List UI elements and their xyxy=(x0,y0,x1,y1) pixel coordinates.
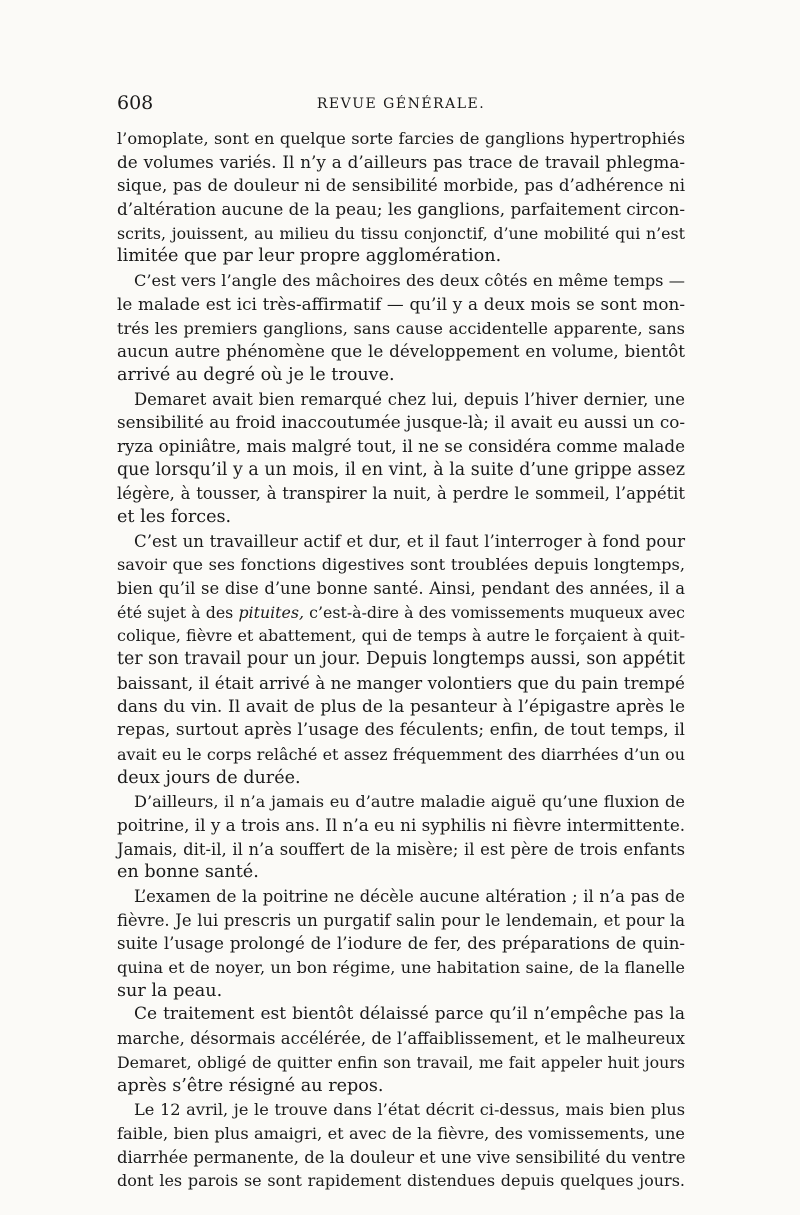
text-line: été sujet à des pituites, c’est-à-dire à des vomissements muqueux avec xyxy=(117,602,685,622)
text-line: savoir que ses fonctions digestives sont troublées depuis longtemps, xyxy=(117,555,685,575)
text-line: marche, désormais accélérée, de l’affaiblissement, et le malheureux xyxy=(117,1029,685,1049)
text-line: limitée que par leur propre agglomération. xyxy=(117,246,502,267)
text-line: sique, pas de douleur ni de sensibilité morbide, pas d’adhérence ni xyxy=(117,176,685,196)
text-line: quina et de noyer, un bon régime, une habitation saine, de la flanelle xyxy=(117,958,685,978)
text-line: Demaret avait bien remarqué chez lui, depuis l’hiver dernier, une xyxy=(134,389,685,409)
text-line: ryza opiniâtre, mais malgré tout, il ne se considéra comme malade xyxy=(117,435,685,456)
text-line: fièvre. Je lui prescris un purgatif salin pour le lendemain, et pour la xyxy=(117,910,685,930)
page-number: 608 xyxy=(117,92,154,114)
text-line: après s’être résigné au repos. xyxy=(117,1075,384,1096)
text-line: faible, bien plus amaigri, et avec de la fièvre, des vomissements, une xyxy=(117,1123,685,1143)
text-line: dont les parois se sont rapidement distendues depuis quelques jours. xyxy=(117,1171,685,1191)
text-line: C’est un travailleur actif et dur, et il faut l’interroger à fond pour xyxy=(134,531,685,551)
text-line: de volumes variés. Il n’y a d’ailleurs pas trace de travail phlegma- xyxy=(117,151,685,172)
text-line: poitrine, il y a trois ans. Il n’a eu ni syphilis ni fièvre intermittente. xyxy=(117,814,686,835)
text-line: en bonne santé. xyxy=(117,862,259,883)
text-line: arrivé au degré où je le trouve. xyxy=(117,364,395,385)
text-line: aucun autre phénomène que le développement en volume, bientôt xyxy=(117,341,685,362)
text-line: Ce traitement est bientôt délaissé parce qu’il n’empêche pas la xyxy=(134,1004,685,1025)
text-line: Jamais, dit-il, il n’a souffert de la misère; il est père de trois enfants xyxy=(117,839,685,859)
page-header xyxy=(117,92,685,122)
text-line: C’est vers l’angle des mâchoires des deux côtés en même temps — xyxy=(134,271,685,291)
text-line: trés les premiers ganglions, sans cause accidentelle apparente, sans xyxy=(117,318,685,338)
text-line: que lorsqu’il y a un mois, il en vint, à la suite d’une grippe assez xyxy=(117,459,685,480)
text-line: légère, à tousser, à transpirer la nuit, à perdre le sommeil, l’appétit xyxy=(117,484,685,504)
text-line: d’altération aucune de la peau; les ganglions, parfaitement circon- xyxy=(117,199,685,220)
text-line: L’examen de la poitrine ne décèle aucune altération ; il n’a pas de xyxy=(134,887,685,906)
text-line: suite l’usage prolongé de l’iodure de fer, des préparations de quin- xyxy=(117,934,685,954)
text-line: baissant, il était arrivé à ne manger volontiers que du pain trempé xyxy=(117,672,685,693)
text-line: sensibilité au froid inaccoutumée jusque-là; il avait eu aussi un co- xyxy=(117,412,685,433)
text-line: scrits, jouissent, au milieu du tissu conjonctif, d’une mobilité qui n’est xyxy=(117,223,685,243)
text-line: dans du vin. Il avait de plus de la pesanteur à l’épigastre après le xyxy=(117,696,685,717)
text-line: sur la peau. xyxy=(117,980,223,1001)
text-line: deux jours de durée. xyxy=(117,767,301,788)
text-line: et les forces. xyxy=(117,507,232,527)
text-line: diarrhée permanente, de la douleur et une vive sensibilité du ventre xyxy=(117,1147,686,1167)
running-title: REVUE GÉNÉRALE. xyxy=(316,96,486,112)
text-line: Le 12 avril, je le trouve dans l’état décrit ci-dessus, mais bien plus xyxy=(134,1100,685,1120)
text-line: colique, fièvre et abattement, qui de temps à autre le forçaient à quit- xyxy=(117,626,685,646)
body-text xyxy=(117,127,685,1193)
text-line: repas, surtout après l’usage des féculents; enfin, de tout temps, il xyxy=(117,720,685,741)
text-line: le malade est ici très-affirmatif — qu’il y a deux mois se sont mon- xyxy=(117,293,685,314)
text-line: ter son travail pour un jour. Depuis longtemps aussi, son appétit xyxy=(117,649,685,670)
text-line: D’ailleurs, il n’a jamais eu d’autre maladie aiguë qu’une fluxion de xyxy=(134,792,685,812)
text-line: l’omoplate, sont en quelque sorte farcies de ganglions hypertrophiés xyxy=(117,129,685,148)
text-line: Demaret, obligé de quitter enfin son travail, me fait appeler huit jours xyxy=(117,1052,685,1072)
text-line: avait eu le corps relâché et assez fréquemment des diarrhées d’un ou xyxy=(117,744,685,764)
text-line: bien qu’il se dise d’une bonne santé. Ainsi, pendant des années, il a xyxy=(117,579,685,599)
